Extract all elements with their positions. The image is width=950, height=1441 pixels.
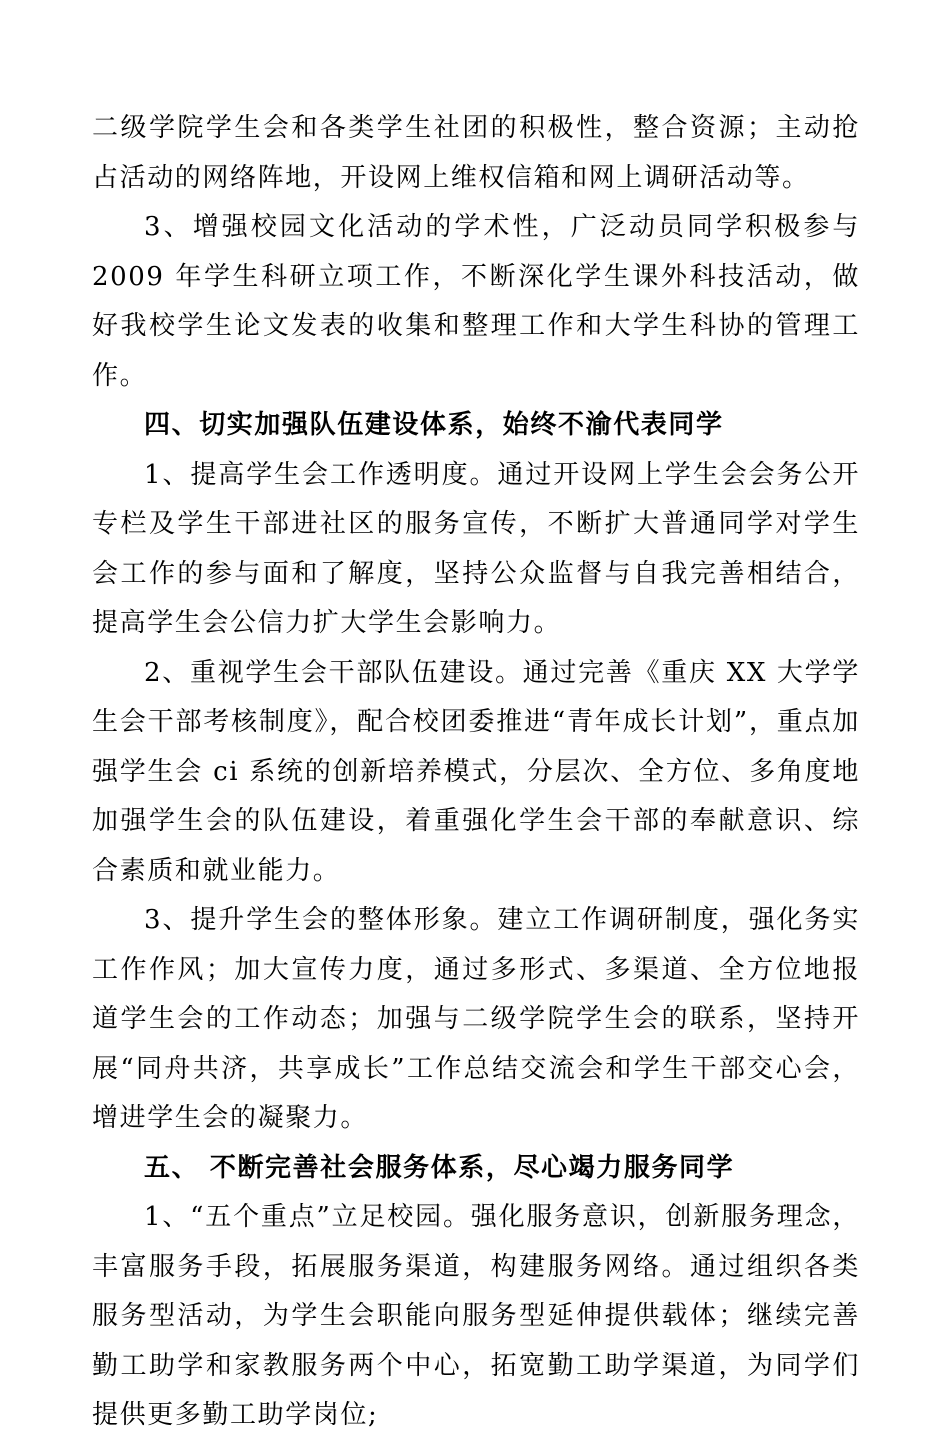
paragraph-item-3-academic: 3、增强校园文化活动的学术性，广泛动员同学积极参与 2009 年学生科研立项工作，不断深化学生课外科技活动，做好我校学生论文发表的收集和整理工作和大学生科协的管理工作。 [92, 212, 860, 391]
paragraph-item-1-campus: 1、“五个重点”立足校园。强化服务意识，创新服务理念，丰富服务手段，拓展服务渠道，构建服务网络。通过组织各类服务型活动，为学生会职能向服务型延伸提供载体；继续完善勤工助学和家教服务两个中心，拓宽勤工助学渠道，为同学们提供更多勤工助学岗位; [92, 1202, 860, 1430]
paragraph-item-3-image: 3、提升学生会的整体形象。建立工作调研制度，强化务实工作作风；加大宣传力度，通过多形式、多渠道、全方位地报道学生会的工作动态；加强与二级学院学生会的联系，坚持开展“同舟共济，共享成长”工作总结交流会和学生干部交心会，增进学生会的凝聚力。 [92, 905, 860, 1133]
section-heading-5: 五、 不断完善社会服务体系，尽心竭力服务同学 [144, 1152, 735, 1183]
paragraph-item-1-transparency: 1、提高学生会工作透明度。通过开设网上学生会会务公开专栏及学生干部进社区的服务宣传，不断扩大普通同学对学生会工作的参与面和了解度，坚持公众监督与自我完善相结合，提高学生会公信力扩大学生会影响力。 [92, 459, 860, 638]
section-heading-4: 四、切实加强队伍建设体系，始终不渝代表同学 [144, 410, 724, 440]
paragraph-continuation: 二级学院学生会和各类学生社团的积极性，整合资源；主动抢占活动的网络阵地，开设网上维权信箱和网上调研活动等。 [92, 113, 860, 193]
paragraph-item-2-cadre: 2、重视学生会干部队伍建设。通过完善《重庆 XX 大学学生会干部考核制度》，配合校团委推进“青年成长计划”，重点加强学生会 ci 系统的创新培养模式，分层次、全方位、多角度地加强学生会的队伍建设，着重强化学生会干部的奉献意识、综合素质和就业能力。 [92, 657, 860, 886]
document-body [92, 104, 860, 1441]
